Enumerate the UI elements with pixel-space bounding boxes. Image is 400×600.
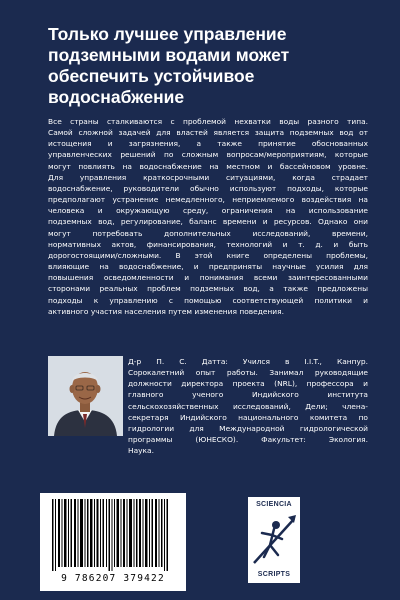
bio-line: Сорокалетний опыт работы. Занимал руководящие: [128, 368, 368, 378]
abstract-line: дорогостоящими/сложными. В этой книге определены проблемы,: [48, 250, 368, 260]
book-abstract: [48, 116, 368, 317]
abstract-line: человека и окружающую среду, ограничения на использование: [48, 206, 368, 216]
abstract-line: активного участия населения путем изменения поведения.: [48, 306, 284, 316]
abstract-line: Все страны сталкиваются с проблемой нехватки воды разного типа.: [48, 117, 368, 126]
isbn-barcode: [40, 493, 186, 591]
abstract-line: истощения и загрязнения, а также принятие обоснованных: [48, 139, 368, 149]
author-photo: [48, 356, 123, 436]
bio-line: должности директора проекта (NRL), профессора и: [128, 379, 368, 389]
bio-line: сельскохозяйственных исследований, Дели; члена-: [128, 401, 368, 411]
title-line: Только лучшее управление: [48, 24, 287, 44]
publisher-logo: [248, 497, 300, 583]
abstract-line: управленческих решений по сложным вопросам/мероприятиям, которые: [48, 150, 368, 160]
abstract-line: водоснабжение, руководители обычно используют подходы, которые: [48, 183, 368, 193]
abstract-line: повышения осведомленности и понимания всеми заинтересованными: [48, 273, 368, 283]
bio-line: гидрологии для Международной гидрологической: [128, 423, 368, 433]
barcode-bars: [40, 493, 186, 573]
abstract-line: подземных вод, регулирование, баланс времени и ресурсов. Однако они: [48, 217, 368, 227]
abstract-line: могут повлиять на водоснабжение на местном и бассейновом уровне.: [48, 161, 368, 171]
abstract-line: могут потребовать дополнительных исследований, времени,: [48, 228, 368, 238]
title-line: подземными водами может: [48, 45, 290, 65]
title-line: обеспечить устойчивое: [48, 66, 255, 86]
author-bio: [128, 356, 368, 456]
bio-line: Д-р П. С. Датта: Учился в I.I.T., Канпур.: [128, 357, 368, 366]
logo-text-top: SCIENCIA: [256, 501, 292, 508]
abstract-line: предполагают устранение немедленного, неприемлемого воздействия на: [48, 195, 368, 205]
abstract-line: подходы к управлению с помощью соответствующей политики и: [48, 295, 368, 305]
logo-text-bottom: SCRIPTS: [257, 571, 291, 578]
bio-line: главного ученого Индийского института: [128, 390, 368, 400]
isbn-digits: 9 786207 379422: [61, 573, 165, 584]
abstract-line: Для управления краткосрочными ситуациями, когда страдает: [48, 172, 368, 182]
book-title: [48, 24, 368, 108]
abstract-line: сторонами реальных проблем подземных вод, а также предложены: [48, 284, 368, 294]
abstract-line: влияющие на водоснабжение, и предприняты научные усилия для: [48, 262, 368, 272]
bio-line: программы (ЮНЕСКО). Факультет: Экология.: [128, 435, 368, 445]
abstract-line: нормативных актов, финансирования, технологий и т. д. и быть: [48, 239, 368, 249]
bio-line: Наука.: [128, 446, 154, 456]
abstract-line: Самой сложной задачей для властей является защита подземных вод от: [48, 128, 368, 138]
title-line: водоснабжение: [48, 87, 185, 107]
figure-icon: [248, 511, 300, 571]
bio-line: секретаря Индийского национального комитета по: [128, 412, 368, 422]
